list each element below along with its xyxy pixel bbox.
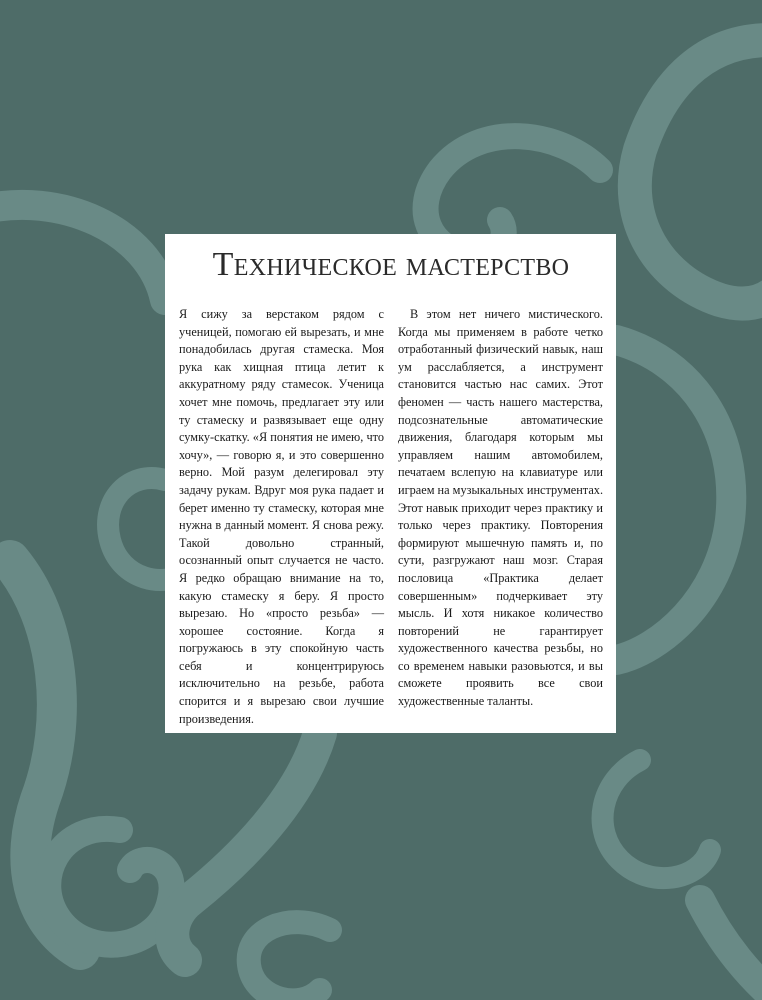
ornament-spiral-bottom-left — [48, 829, 171, 945]
ornament-curl-right-bottom — [603, 760, 710, 878]
column-left — [179, 306, 384, 728]
ornament-tail-right — [700, 900, 762, 1000]
text-columns — [179, 306, 603, 728]
text-panel — [165, 234, 616, 733]
ornament-scroll-top-right — [635, 40, 762, 304]
paragraph-right: В этом нет ничего мистического. Когда мы применяем в работе четко отработанный физический навык, наш ум расслабляется, а инструмент становится частью нас самих. Этот феномен — часть нашего мастерства, подсознательные автоматические движения, благодаря которым мы управляем нашим автомобилем, печатаем вслепую на клавиатуре или играем на музыкальных инструментах. Этот навык приходит через практику и только через практику. Повторения формируют мышечную память и, по сути, разгружают наш мозг. Старая пословица «Практика делает совершенным» подчеркивает эту мысль. И хотя никакое количество повторений не гарантирует художественного качества резьбы, но со временем навыки разовьются, и вы сможете проявить все свои художественные таланты. — [398, 307, 604, 709]
page-title: Техническое мастерство — [212, 246, 570, 283]
paragraph-left: Я сижу за верстаком рядом с ученицей, помогаю ей вырезать, и мне понадобилась другая стамеска. Моя рука как хищная птица летит к аккуратному ряду стамесок. Ученица хочет мне помочь, предлагает эту или ту стамеску и развязывает еще одну сумку-скатку. «Я понятия не имею, что хочу», — говорю я, и это совершенно верно. Мой разум делегировал эту задачу рукам. Вдруг моя рука падает и берет именно ту стамеску, которая мне нужна в данный момент. Я снова режу. Такой довольно странный, осознанный опыт случается не часто. Я редко обращаю внимание на то, какую стамеску я беру. Я просто вырезаю. Но «просто резьба» — хорошее состояние. Когда я погружаюсь в эту спокойную часть себя и концентрируюсь исключительно на резьбе, работа спорится и я вырезаю свои лучшие произведения. — [179, 307, 384, 726]
ornament-arc-right — [616, 340, 731, 660]
column-right — [398, 306, 603, 728]
ornament-arc-left — [0, 205, 165, 300]
ornament-curl-bottom-center — [249, 922, 330, 1000]
